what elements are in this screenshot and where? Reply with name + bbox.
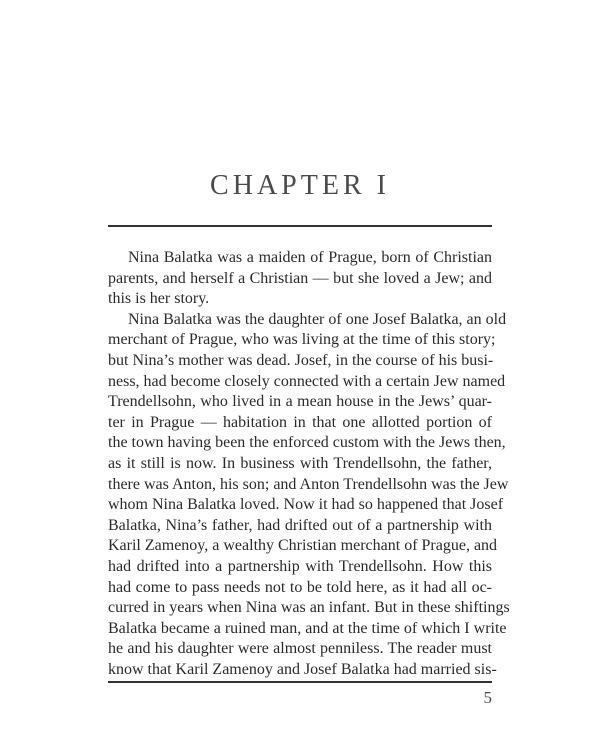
text-line: know that Karil Zamenoy and Josef Balatka had married sis- [108,660,497,678]
text-line: parents, and herself a Christian — but she loved a Jew; and [108,269,492,287]
chapter-title: CHAPTER I [210,170,390,201]
text-line: had drifted into a partnership with Trendellsohn. How this [108,557,492,575]
text-line: Trendellsohn, who lived in a mean house in the Jews’ quar- [108,393,492,411]
bottom-rule [108,681,492,683]
text-line: Balatka became a ruined man, and at the time of which I write [108,619,507,637]
body-text [108,248,510,680]
text-line: ness, had become closely connected with a certain Jew named [108,372,506,390]
text-line: Karil Zamenoy, a wealthy Christian merchant of Prague, and [108,537,498,555]
text-line: whom Nina Balatka loved. Now it had so happened that Josef [108,496,504,514]
text-line: Nina Balatka was the daughter of one Josef Balatka, an old [128,310,507,328]
text-line: Balatka, Nina’s father, had drifted out of a partnership with [108,516,492,534]
text-line: merchant of Prague, who was living at the time of this story; [108,331,496,349]
page-number: 5 [483,688,492,707]
text-line: Nina Balatka was a maiden of Prague, born of Christian [128,249,492,266]
top-rule [108,225,492,227]
text-line: curred in years when Nina was an infant. But in these shiftings [108,599,510,617]
text-line: he and his daughter were almost penniless. The reader must [108,640,492,658]
text-line: but Nina’s mother was dead. Josef, in the course of his busi- [108,351,494,369]
text-line: the town having been the enforced custom with the Jews then, [108,434,506,452]
text-line: this is her story. [108,290,210,308]
text-line: had come to pass needs not to be told here, as it had all oc- [108,578,492,596]
text-line: as it still is now. In business with Trendellsohn, the father, [108,454,492,472]
text-line: there was Anton, his son; and Anton Trendellsohn was the Jew [108,475,509,493]
text-line: ter in Prague — habitation in that one allotted portion of [108,413,492,431]
